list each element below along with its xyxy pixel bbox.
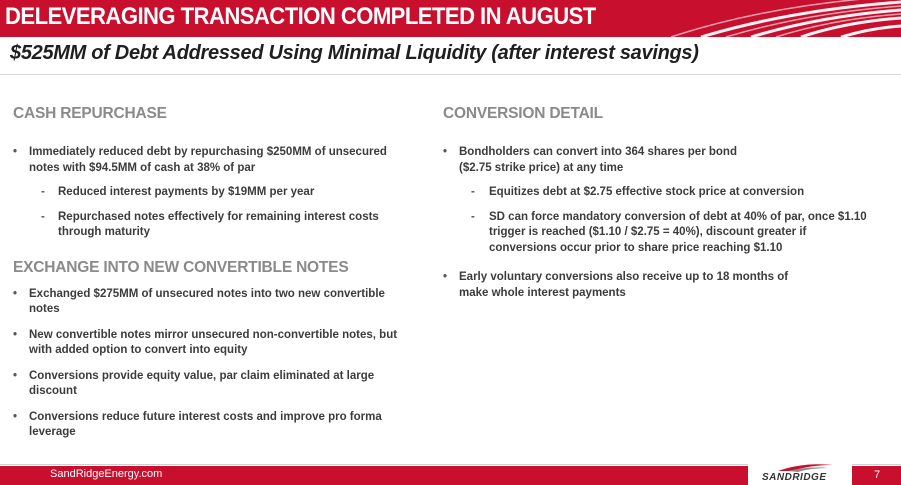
list-sub-item: - Repurchased notes effectively for remaining interest costs through maturity — [13, 210, 388, 241]
list-item: • Conversions reduce future interest costs and improve pro forma leverage — [13, 410, 399, 441]
page-number: 7 — [874, 469, 881, 481]
page-subtitle: $525MM of Debt Addressed Using Minimal Liquidity (after interest savings) — [10, 42, 699, 64]
list-item: • Early voluntary conversions also receive up to 18 months of make whole interest payments — [443, 270, 809, 301]
footer-website-link[interactable]: SandRidgeEnergy.com — [50, 468, 163, 480]
list-item: • New convertible notes mirror unsecured non-convertible notes, but with added option to convert into equity — [13, 328, 399, 359]
header-bar — [0, 0, 901, 37]
conversion-list — [443, 145, 883, 176]
sandridge-logo — [748, 462, 852, 485]
divider — [0, 74, 901, 75]
logo-wordmark: SANDRIDGE — [762, 472, 827, 483]
sunburst-stripes-icon — [641, 0, 901, 37]
section-heading-conversion-detail: CONVERSION DETAIL — [443, 105, 603, 122]
list-sub-item: - Reduced interest payments by $19MM per year — [13, 185, 413, 201]
list-item: • Exchanged $275MM of unsecured notes into two new convertible notes — [13, 287, 399, 318]
list-item: • Immediately reduced debt by repurchasing $250MM of unsecured notes with $94.5MM of cash at 38% of par — [13, 145, 413, 176]
page-title: DELEVERAGING TRANSACTION COMPLETED IN AUGUST — [5, 3, 596, 30]
section-heading-cash-repurchase: CASH REPURCHASE — [13, 105, 167, 122]
right-column — [443, 100, 883, 301]
list-sub-item: - SD can force mandatory conversion of debt at 40% of par, once $1.10 trigger is reached ($1.10 / $2.75 = 40%), discount greater if conversions occur prior to share price reaching $1.10 — [443, 210, 869, 257]
list-sub-item: - Equitizes debt at $2.75 effective stock price at conversion — [443, 185, 883, 201]
section-heading-exchange: EXCHANGE INTO NEW CONVERTIBLE NOTES — [13, 258, 349, 276]
conversion-list-2 — [443, 270, 883, 301]
left-column — [13, 100, 413, 441]
list-item: • Bondholders can convert into 364 shares per bond ($2.75 strike price) at any time — [443, 145, 759, 176]
exchange-list — [13, 287, 413, 441]
list-item: • Conversions provide equity value, par claim eliminated at large discount — [13, 369, 399, 400]
cash-repurchase-list — [13, 145, 413, 176]
